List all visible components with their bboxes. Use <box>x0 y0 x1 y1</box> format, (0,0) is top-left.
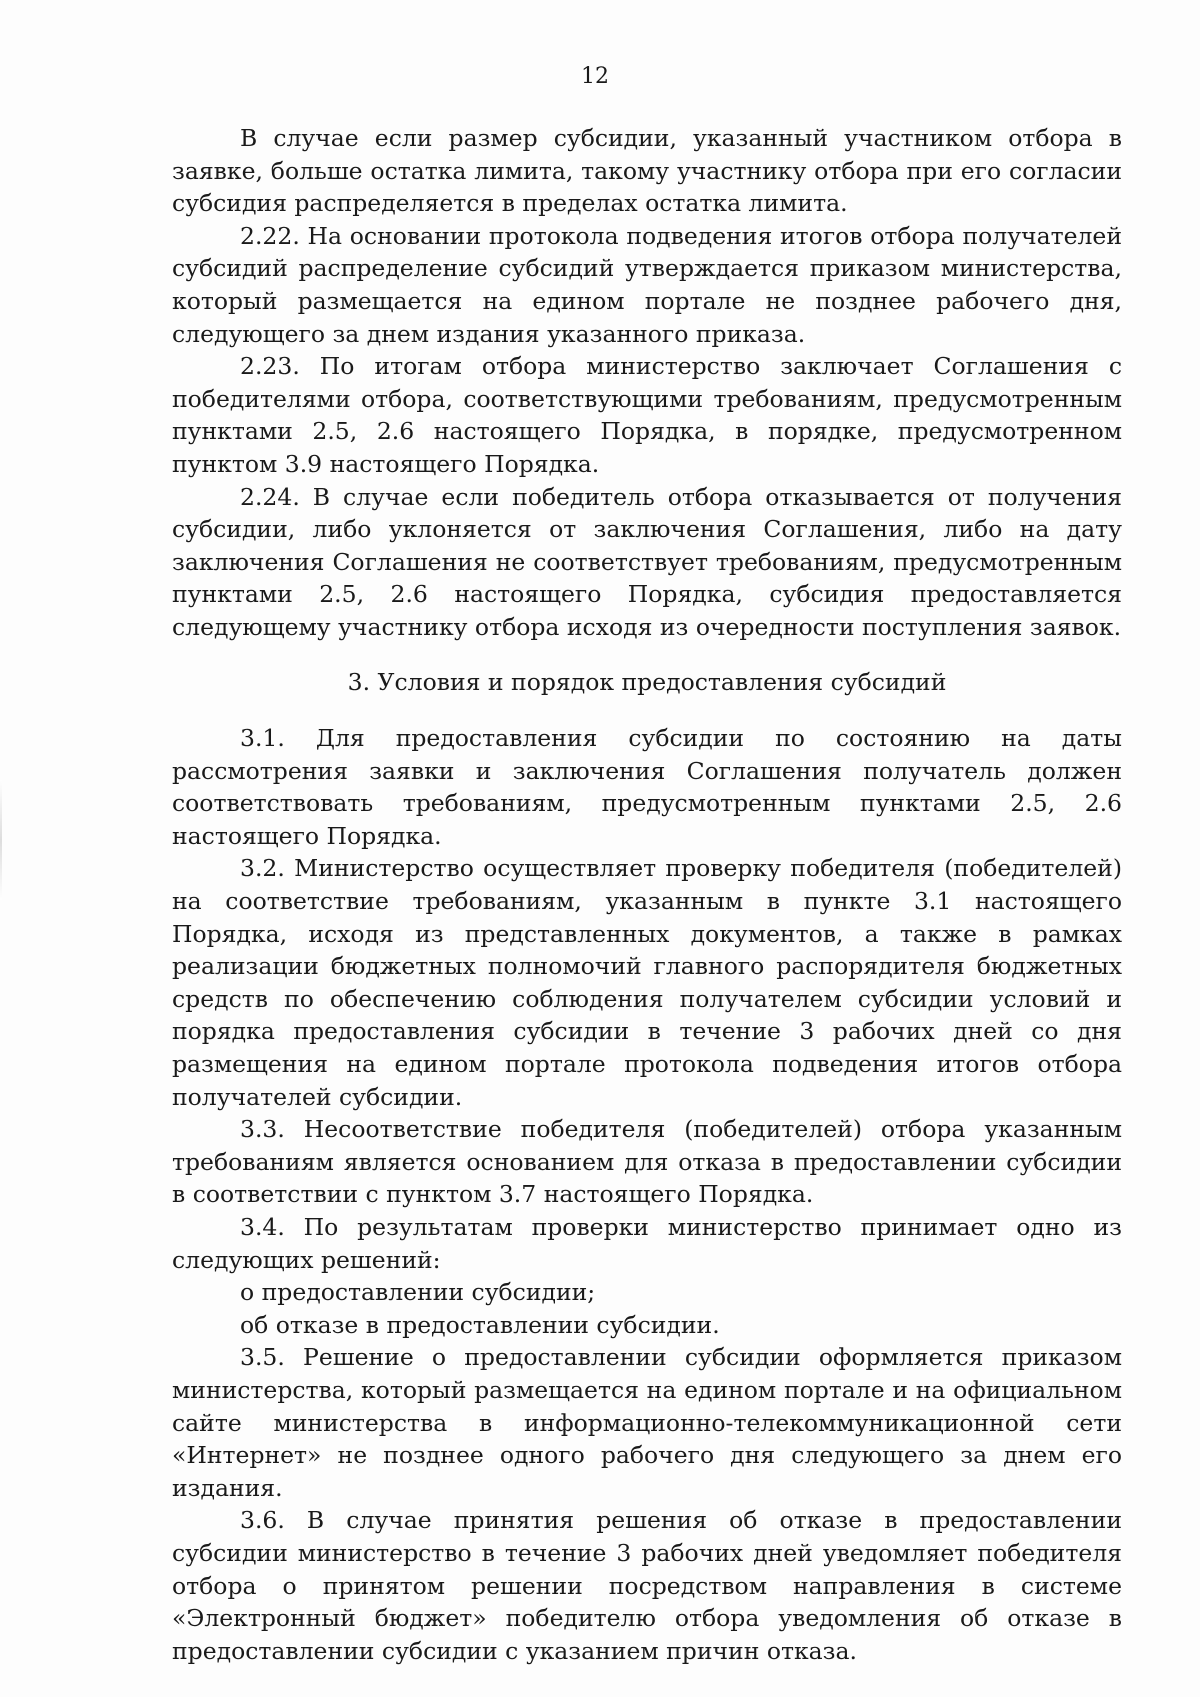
section-heading-3: 3. Условия и порядок предоставления субсидий <box>347 667 947 696</box>
decision-option-grant: о предоставлении субсидии; <box>240 1278 596 1307</box>
paragraph-subsidy-limit: В случае если размер субсидии, указанный участником отбора в заявке, больше остатка лимита, такому участнику отбора при его согласии субсидия распределяется в пределах остатка лимита. <box>172 124 1122 218</box>
paragraph-3-5: 3.5. Решение о предоставлении субсидии оформляется приказом министерства, который размещается на едином портале и на официальном сайте министерства в информационно-телекоммуникационной сети «Интернет» не позднее одного рабочего дня следующего за днем его издания. <box>172 1343 1122 1502</box>
paragraph-3-1: 3.1. Для предоставления субсидии по состоянию на даты рассмотрения заявки и заключения Соглашения получатель должен соответствовать требованиям, предусмотренным пунктами 2.5, 2.6 настоящего Порядка. <box>172 724 1122 850</box>
document-body <box>172 122 1122 1667</box>
paragraph-3-2: 3.2. Министерство осуществляет проверку победителя (победителей) на соответствие требованиям, указанным в пункте 3.1 настоящего Порядка, исходя из представленных документов, а также в рамках реализации бюджетных полномочий главного распорядителя бюджетных средств по обеспечению соблюдения получателем субсидии условий и порядка предоставления субсидии в течение 3 рабочих дней со дня размещения на едином портале протокола подведения итогов отбора получателей субсидии. <box>172 854 1122 1111</box>
paragraph-2-22: 2.22. На основании протокола подведения итогов отбора получателей субсидий распределение субсидий утверждается приказом министерства, который размещается на едином портале не позднее рабочего дня, следующего за днем издания указанного приказа. <box>172 221 1122 348</box>
paragraph-3-6: 3.6. В случае принятия решения об отказе в предоставлении субсидии министерство в течение 3 рабочих дней уведомляет победителя отбора о принятом решении посредством направления в системе «Электронный бюджет» победителю отбора уведомления об отказе в предоставлении субсидии с указанием причин отказа. <box>172 1506 1122 1665</box>
paragraph-2-24: 2.24. В случае если победитель отбора отказывается от получения субсидии, либо уклоняется от заключения Соглашения, либо на дату заключения Соглашения не соответствует требованиям, предусмотренным пунктами 2.5, 2.6 настоящего Порядка, субсидия предоставляется следующему участнику отбора исходя из очередности поступления заявок. <box>172 482 1122 641</box>
paragraph-3-3: 3.3. Несоответствие победителя (победителей) отбора указанным требованиям является основанием для отказа в предоставлении субсидии в соответствии с пунктом 3.7 настоящего Порядка. <box>172 1115 1122 1209</box>
page-number: 12 <box>581 64 609 89</box>
scan-edge-shadow <box>0 780 2 900</box>
decision-option-refuse: об отказе в предоставлении субсидии. <box>240 1310 720 1339</box>
paragraph-2-23: 2.23. По итогам отбора министерство заключает Соглашения с победителями отбора, соответствующими требованиям, предусмотренным пунктами 2.5, 2.6 настоящего Порядка, в порядке, предусмотренном пунктом 3.9 настоящего Порядка. <box>172 352 1122 478</box>
paragraph-3-4: 3.4. По результатам проверки министерство принимает одно из следующих решений: <box>172 1213 1122 1274</box>
